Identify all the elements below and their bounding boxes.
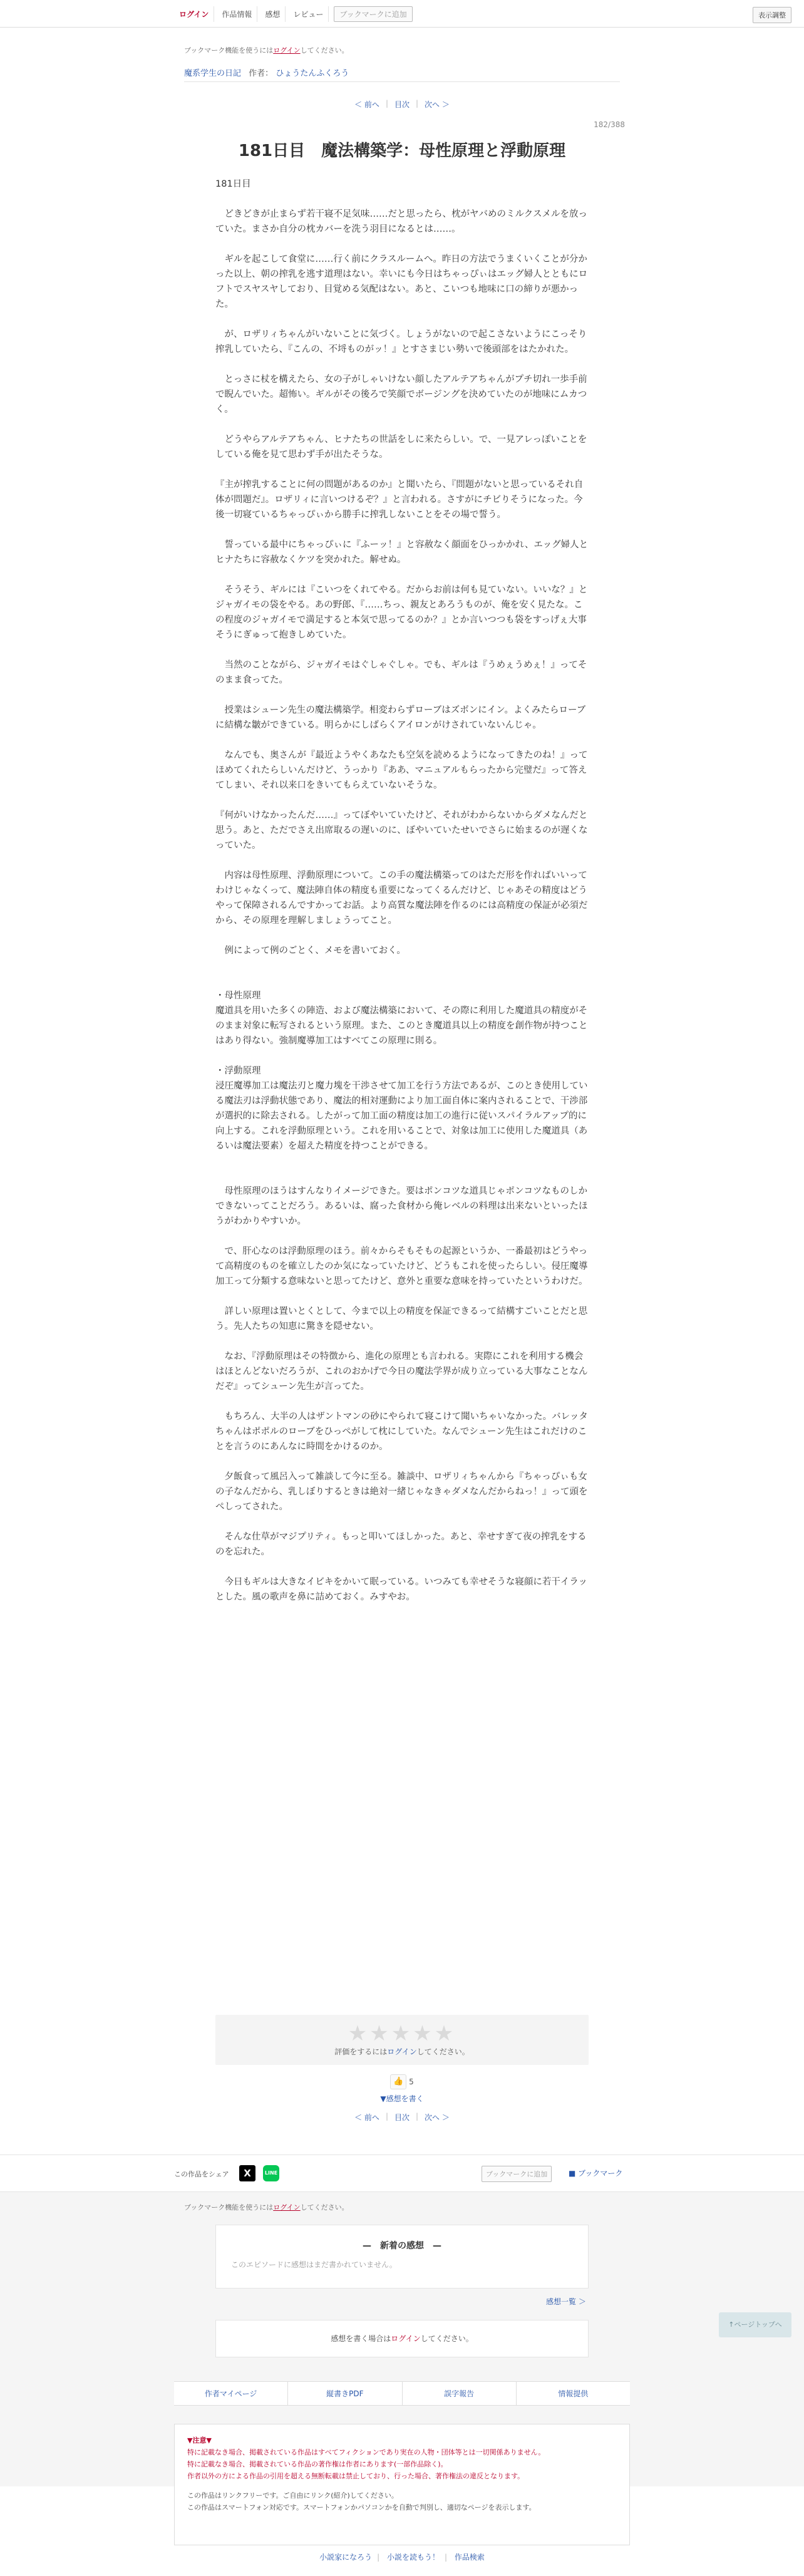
novel-paragraph: そうそう、ギルには『こいつをくれてやる。だからお前は何も見ていない。いいな？』とジャガイモの袋をやる。あの野郎、『……ちっ、親友とあろうものが、俺を安く見たな。この程度のジャガイモで満足すると本気で思ってるのか？』とか言いつつも袋をすっげぇ大事そうにぎゅって抱きしめていた。 <box>215 585 588 640</box>
bookmark-icon: ■ <box>569 2169 579 2178</box>
rating-stars[interactable]: ★★★★★ <box>348 2021 456 2046</box>
caution-line: 作者以外の方による作品の引用を超える無断転載は禁止しており、行った場合、著作権法の違反となります。 <box>187 2472 525 2480</box>
nav-login[interactable]: ログイン <box>174 6 214 22</box>
bookmark-notice-prefix: ブックマーク機能を使うには <box>184 46 274 54</box>
novel-paragraph: で、肝心なのは浮動原理のほう。前々からそもそもの起源というか、一番最初はどうやって高精度のものを確立したのか気になっていたけど、どうもこれを使ったらしい。侵圧魔導加工って分類する意味ないと思ってたけど、意外と重要な意味を持っていたというわけだ。 <box>215 1246 588 1286</box>
blank-line <box>215 567 589 582</box>
write-impression-link[interactable]: ▼感想を書く <box>380 2094 424 2103</box>
divider <box>184 81 620 82</box>
blank-line <box>215 643 589 658</box>
novel-paragraph: どきどきが止まらず若干寝不足気味……だと思ったら、枕がヤバめのミルクスメルを放っていた。まさか自分の枕カバーを洗う羽目になるとは……。 <box>215 209 588 234</box>
author-mypage-link[interactable]: 作者マイページ <box>174 2382 288 2405</box>
footer-link-yomou[interactable]: 小説を読もう！ <box>386 2553 440 2562</box>
impressions-area <box>0 2192 804 2511</box>
footer-separator: | <box>377 2553 380 2562</box>
bottom-links <box>174 2381 630 2406</box>
novel-paragraph: 詳しい原理は置いとくとして、今まで以上の精度を保証できるって結構すごいことだと思う。先人たちの知恵に驚きを隠せない。 <box>215 1306 588 1332</box>
blank-line <box>215 793 589 808</box>
bookmark-notice-suffix: してください。 <box>300 2203 349 2211</box>
login-link[interactable]: ログイン <box>273 46 301 54</box>
blank-line <box>215 462 589 477</box>
author-label: 作者： <box>249 69 274 78</box>
like-button[interactable]: 👍 <box>390 2074 406 2089</box>
novel-paragraph: どうやらアルテアちゃん、ヒナたちの世話をしに来たらしい。で、一見アレっぽいことをしている俺を見て思わず手が出たそうな。 <box>215 435 587 460</box>
bookmark-link[interactable] <box>569 2168 622 2178</box>
pager-top <box>0 99 804 110</box>
pager-separator: | <box>385 2112 388 2121</box>
rating-login-link[interactable]: ログイン <box>387 2047 417 2056</box>
novel-paragraph: なんでも、奥さんが『最近ようやくあなたも空気を読めるようになってきたのね！』ってほめてくれたらしいんだけど、うっかり『ああ、マニュアルもらったから完璧だ』って答えてしまい、それ以来口をきいてもらえていないそうな。 <box>215 750 588 790</box>
write-impression-box <box>215 2320 589 2357</box>
next-link[interactable]: 次へ ＞ <box>425 100 450 109</box>
novel-paragraph: もちろん、大半の人はザントマンの砂にやられて寝こけて聞いちゃいなかった。バレッタちゃんはポポルのローブをひっぺがして枕にしていた。なんでシューン先生はこれだけのことを言うのにあんなに時間をかけるのか。 <box>215 1412 588 1452</box>
footer-link-search[interactable]: 作品検索 <box>454 2553 485 2562</box>
footer-separator: | <box>445 2553 448 2562</box>
blank-line <box>215 1289 589 1304</box>
novel-body <box>215 177 589 1605</box>
footer-link-narou[interactable]: 小説家になろう <box>319 2553 373 2562</box>
novel-paragraph: ・浮動原理 <box>215 1066 261 1076</box>
novel-paragraph: 例によって例のごとく、メモを書いておく。 <box>215 946 406 956</box>
info-provide-link[interactable]: 情報提供 <box>558 2389 589 2398</box>
write-impression-login-link[interactable]: ログイン <box>391 2334 421 2343</box>
author-link[interactable]: ひょうたんふくろう <box>276 69 349 78</box>
prev-link-bottom[interactable]: ＜ 前へ <box>354 2113 379 2122</box>
top-bar <box>0 0 804 28</box>
new-impressions-box <box>215 2225 589 2289</box>
pager-separator: | <box>416 2112 419 2121</box>
blank-line <box>215 928 589 943</box>
novel-paragraph: 魔道具を用いた多くの陣造、および魔法構築において、その際に利用した魔道具の精度がそのまま対象に転写されるという原理。また、このとき魔道具以上の精度を創作物が持つことはあり得ない。強制魔導加工はすべてこの原理に則る。 <box>215 1006 588 1046</box>
bookmark-add-button-bottom[interactable]: ブックマークに追加 <box>482 2166 552 2182</box>
blank-line <box>215 1560 589 1575</box>
pager-bottom <box>0 2112 804 2123</box>
rating-note <box>215 2046 589 2057</box>
bookmark-notice-bottom <box>184 2202 349 2212</box>
x-share-icon[interactable]: X <box>239 2165 255 2181</box>
novel-paragraph: 授業はシューン先生の魔法構築学。相変わらずローブはズボンにイン。よくみたらローブに結構な皺ができている。明らかにしばらくアイロンがけされていないんじゃ。 <box>215 705 586 730</box>
bookmark-notice-suffix: してください。 <box>300 46 349 54</box>
blank-line <box>215 973 589 988</box>
like-count: 5 <box>409 2077 414 2086</box>
nav-work-info[interactable]: 作品情報 <box>217 6 257 22</box>
blank-line <box>215 312 589 327</box>
typo-report-link[interactable]: 誤字報告 <box>403 2382 517 2405</box>
series-title-link[interactable]: 魔系学生の日記 <box>184 69 242 78</box>
footer-links <box>0 2552 804 2562</box>
pager-separator: | <box>416 99 419 108</box>
novel-paragraph: 母性原理のほうはすんなりイメージできた。要はポンコツな道具じゃポンコツなものしかできないってことだろう。あるいは、腐った食材から俺レベルの料理は出来ないといったほうがわかりやすいか。 <box>215 1186 588 1226</box>
prev-link[interactable]: ＜ 前へ <box>354 100 379 109</box>
bookmark-notice <box>184 45 349 55</box>
novel-paragraph: 『主が搾乳することに何の問題があるのか』と聞いたら、『問題がないと思っているそれ自体が問題だ』。ロザリィに言いつけるぞ？』と言われる。さすがにチビりそうになった。今後一切寝ているちゃっぴぃから勝手に搾乳しないことをその場で誓う。 <box>215 480 584 520</box>
novel-paragraph: とっさに杖を構えたら、女の子がしゃいけない顔したアルテアちゃんがプチ切れ一歩手前で睨んでいた。超怖い。ギルがその後ろで笑顔でボージングを決めていたのが地味にムカつく。 <box>215 375 587 415</box>
caution-info <box>187 2490 617 2513</box>
rating-box <box>215 2015 589 2065</box>
blank-line <box>215 1169 589 1184</box>
novel-paragraph: 内容は母性原理、浮動原理について。この手の魔法構築ってのはただ形を作ればいいってわけじゃなくって、魔法陣自体の精度も重要になってくるんだけど、じゃあその精度はどうやって保障されるんですかってお話。より高質な魔法陣を作るのには高精度の保証が必須だから、その原理を理解しましょうってこと。 <box>215 871 588 926</box>
novel-paragraph: 『何がいけなかったんだ……』ってぼやいていたけど、それがわからないからダメなんだと思う。あと、ただでさえ出席取るの遅いのに、ぼやいていたせいでさらに始まるのが遅くなっていた。 <box>215 810 588 851</box>
login-link-bottom[interactable]: ログイン <box>273 2203 301 2211</box>
blank-line <box>215 733 589 748</box>
blank-line <box>215 1394 589 1409</box>
chapter-title: 181日目 魔法構築学：母性原理と浮動原理 <box>238 142 566 160</box>
vertical-pdf-link[interactable]: 縦書きPDF <box>288 2382 402 2405</box>
blank-line <box>215 237 589 252</box>
display-settings-button[interactable]: 表示調整 <box>753 7 791 23</box>
blank-line <box>215 1334 589 1349</box>
pager-separator: | <box>385 99 388 108</box>
blank-line <box>215 1229 589 1244</box>
share-bar <box>0 2154 804 2192</box>
caution-info-line: この作品はスマートフォン対応です。スマートフォンかパソコンかを自動で判別し、適切なページを表示します。 <box>187 2503 536 2511</box>
novel-paragraph: そんな仕草がマジプリティ。もっと叩いてほしかった。あと、幸せすぎて夜の搾乳をするのを忘れた。 <box>215 1532 587 1557</box>
novel-paragraph: 181日目 <box>215 179 251 189</box>
caution-line: 特に記載なき場合、掲載されている作品はすべてフィクションであり実在の人物・団体等とは一切関係ありません。 <box>187 2448 545 2456</box>
novel-paragraph: ギルを起こして食堂に……行く前にクラスルームへ。昨日の方法でうまくいくことが分かった以上、朝の搾乳を逃す道理はない。幸いにも今日はちゃっぴぃはエッグ婦人とともにロフトでスヤスヤしており、目覚める気配はない。あと、こいつも地味に口の締りが悪かった。 <box>215 254 588 309</box>
blank-line <box>215 688 589 703</box>
novel-paragraph: 夕飯食って風呂入って雑談して今に至る。雑談中、ロザリィちゃんから『ちゃっぴぃも女の子なんだから、乳しぼりするときは絶対一緒じゃなきゃダメなんだからねっ！』って頭をぺしってされた。 <box>215 1472 588 1512</box>
blank-line <box>215 1154 589 1169</box>
line-share-icon[interactable]: LINE <box>263 2165 279 2181</box>
novel-paragraph: が、ロザリィちゃんがいないことに気づく。しょうがないので起こさないようにこっそり搾乳していたら、『こんの、不埒ものがッ！』とすさまじい勢いで後頭部をはたかれた。 <box>215 329 587 354</box>
impressions-list-link[interactable]: 感想一覧 ＞ <box>546 2297 586 2306</box>
blank-line <box>215 1514 589 1529</box>
rating-note-suffix: してください。 <box>416 2047 470 2056</box>
toc-link[interactable]: 目次 <box>394 100 410 109</box>
novel-paragraph: 今日もギルは大きなイビキをかいて眠っている。いつみても幸せそうな寝顔に若干イラッとした。風の歌声を鼻に詰めておく。みすやお。 <box>215 1577 588 1602</box>
like-area <box>0 2074 804 2089</box>
write-impression-suffix: してください。 <box>420 2334 473 2343</box>
novel-paragraph: 当然のことながら、ジャガイモはぐしゃぐしゃ。でも、ギルは『うめぇうめぇ！』ってそのまま食ってた。 <box>215 660 587 685</box>
share-label: この作品をシェア <box>174 2170 229 2178</box>
novel-paragraph: ・母性原理 <box>215 991 261 1001</box>
nav-impressions[interactable]: 感想 <box>260 6 286 22</box>
write-impression-prefix: 感想を書く場合は <box>331 2334 391 2343</box>
blank-line <box>215 1048 589 1063</box>
bookmark-label: ブックマーク <box>578 2169 623 2178</box>
series-info <box>184 66 349 78</box>
caution-line: 特に記載なき場合、掲載されている作品の著作権は作者にあります(一部作品除く)。 <box>187 2460 448 2468</box>
episode-counter: 182/388 <box>594 120 625 129</box>
novel-paragraph: 浸圧魔導加工は魔法刃と魔力塊を干渉させて加工を行う方法であるが、このとき使用している魔法刃は浮動状態であり、魔法的相対運動により加工面自体に案内されることで、干渉部が選択的に除去される。したがって加工面の精度は加工の進行に従いスパイラルアップ的に向上する。これを浮動原理という。これを用いることで、対象は加工に使用した魔道具（あるいは魔法要素）を超えた精度を持つことができる。 <box>215 1081 588 1151</box>
blank-line <box>215 853 589 868</box>
novel-paragraph: 誓っている最中にちゃっぴぃに『ふーッ！』と容赦なく顔面をひっかかれ、エッグ婦人とヒナたちに容赦なくケツを突かれた。解せぬ。 <box>215 540 589 565</box>
caution-info-line: この作品はリンクフリーです。ご自由にリンク(紹介)してください。 <box>187 2491 398 2500</box>
blank-line <box>215 417 589 432</box>
blank-line <box>215 192 589 207</box>
blank-line <box>215 522 589 537</box>
no-impressions-text: このエピソードに感想はまだ書かれていません。 <box>231 2260 397 2269</box>
blank-line <box>215 1454 589 1469</box>
next-link-bottom[interactable]: 次へ ＞ <box>425 2113 450 2122</box>
new-impressions-heading: — 新着の感想 — <box>363 2241 441 2251</box>
blank-line <box>215 958 589 973</box>
toc-link-bottom[interactable]: 目次 <box>394 2113 410 2122</box>
caution-box <box>174 2424 630 2545</box>
page-top-button[interactable]: ↑ページトップへ <box>719 2312 791 2337</box>
bookmark-add-button[interactable]: ブックマークに追加 <box>334 6 412 22</box>
rating-note-prefix: 評価をするには <box>334 2047 388 2056</box>
caution-title: ▼注意▼ <box>187 2436 212 2444</box>
blank-line <box>215 357 589 372</box>
novel-paragraph: なお、『浮動原理はその特徴から、進化の原理とも言われる。実際にこれを利用する機会はほとんどないだろうが、これのおかげで今日の魔法学界が成り立っている大事なことなんだぞ』ってシューン先生が言ってた。 <box>215 1352 588 1392</box>
bookmark-notice-prefix: ブックマーク機能を使うには <box>184 2203 274 2211</box>
nav-reviews[interactable]: レビュー <box>288 6 329 22</box>
